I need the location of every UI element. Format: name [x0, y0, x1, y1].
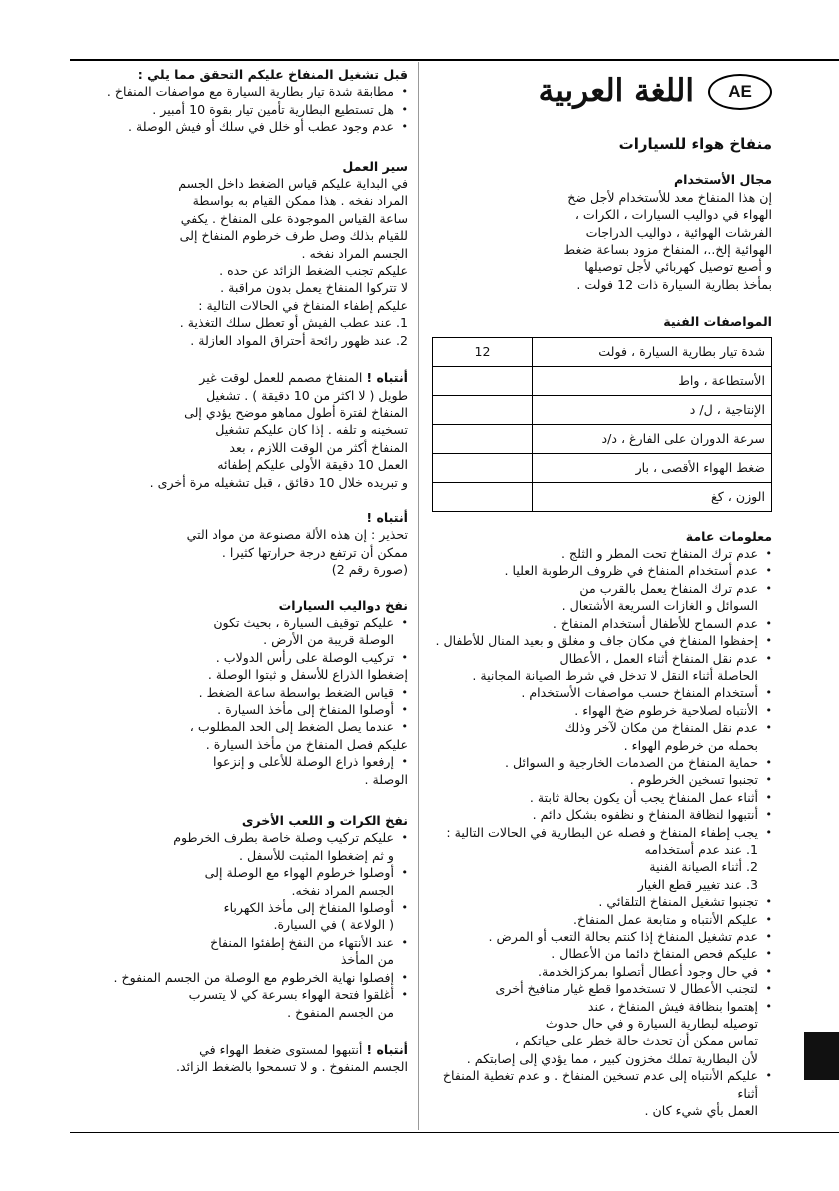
usage-line: و أصبع توصيل كهربائي لأجل توصيلها [584, 259, 772, 275]
list-item: • الأنتباه لصلاحية خرطوم ضخ الهواء . [432, 702, 772, 719]
list-item: • لتجنب الأعطال لا تستخدموا قطع غيار منافيخ أخرى [432, 980, 772, 997]
spec-value: 12 [433, 337, 533, 366]
left-column [70, 66, 408, 1076]
list-item: • إحفظوا المنفاخ في مكان جاف و مغلق و بعيد المنال للأطفال . [432, 632, 772, 649]
general-list [432, 545, 772, 1119]
attention-block-3: أنتباه ! أنتبهوا لمستوى ضغط الهواء في الجسم المنفوخ . و لا تسمحوا بالضغط الزائد. [176, 1041, 408, 1075]
usage-heading: مجال الأستخدام [673, 172, 772, 188]
list-item: • مطابقة شدة تيار بطارية السيارة مع مواصفات المنفاخ . [70, 83, 408, 100]
list-item: • عندما يصل الضغط إلى الحد المطلوب ، عليكم فصل المنفاخ من مأخذ السيارة . [70, 718, 408, 753]
spec-value [433, 395, 533, 424]
list-item: • عند الأنتهاء من النفخ إطفئوا المنفاخ من المأخذ [70, 934, 408, 969]
spec-label: الإنتاجية ، ل/ د [533, 395, 772, 424]
spec-label: الوزن ، كغ [533, 482, 772, 511]
list-item: • عدم وجود عطب أو خلل في سلك أو فيش الوصلة . [70, 118, 408, 135]
list-item: • تركيب الوصلة على رأس الدولاب . إضغطوا الذراع للأسفل و ثبتوا الوصلة . [70, 649, 408, 684]
list-item: 1. عند عدم أستخدامه [644, 841, 758, 857]
spec-value [433, 453, 533, 482]
list-item: • حماية المنفاخ من الصدمات الخارجية و السوائل . [432, 754, 772, 771]
title-row [432, 70, 772, 114]
language-title: اللغة العربية [538, 73, 694, 110]
spec-label: ضغط الهواء الأقصى ، بار [533, 453, 772, 482]
spec-value [433, 366, 533, 395]
before-use-heading: قبل تشغيل المنفاخ عليكم التحقق مما يلي : [137, 67, 408, 82]
list-item: • يجب إطفاء المنفاخ و فصله عن البطارية في الحالات التالية : [432, 824, 772, 841]
list-item: • عليكم الأنتباه و متابعة عمل المنفاخ. [432, 911, 772, 928]
list-item: • عدم نقل المنفاخ من مكان لآخر وذلك بحمله من خرطوم الهواء . [432, 719, 772, 754]
list-item: • عدم ترك المنفاخ يعمل بالقرب من السوائل و الغازات السريعة الأشتعال . [432, 580, 772, 615]
specs-table [432, 337, 772, 512]
general-heading: معلومات عامة [685, 528, 772, 544]
list-item: • عليكم فحص المنفاخ دائما من الأعطال . [432, 945, 772, 962]
list-item: • عليكم تركيب وصلة خاصة بطرف الخرطوم و ثم إضغطوا المثبت للأسفل . [70, 829, 408, 864]
list-item: • في حال وجود أعطال أتصلوا بمركزالخدمة. [432, 963, 772, 980]
balls-list [70, 829, 408, 1020]
spec-label: سرعة الدوران على الفارغ ، د/د [533, 424, 772, 453]
before-use-list [70, 83, 408, 135]
tires-heading: نفخ دواليب السيارات [278, 597, 408, 613]
list-item: 2. أثناء الصيانة الفنية [649, 859, 758, 875]
top-rule [70, 59, 839, 61]
language-badge: AE [708, 74, 772, 110]
operation-heading: سير العمل [342, 158, 408, 174]
list-item: • أثناء عمل المنفاخ يجب أن يكون بحالة ثابتة . [432, 789, 772, 806]
table-row [433, 453, 772, 482]
attention-block-2: أنتباه ! تحذير : إن هذه الألة مصنوعة من مواد التي ممكن أن ترتفع درجة حرارتها كثيرا . (صورة رقم 2) [70, 509, 408, 579]
list-item: • قياس الضغط بواسطة ساعة الضغط . [70, 684, 408, 701]
list-item: • عليكم الأنتباه إلى عدم تسخين المنفاخ . و عدم تغطية المنفاخ أثناء العمل بأي شيء كان . [432, 1067, 772, 1119]
attention-label: أنتباه ! [366, 370, 408, 386]
column-separator [418, 62, 419, 1130]
specs-heading: المواصفات الفنية [663, 314, 772, 330]
balls-heading: نفخ الكرات و اللعب الأخرى [241, 813, 408, 829]
tires-list [70, 614, 408, 788]
usage-line: بمأخذ بطارية السيارة ذات 12 فولت . [576, 276, 772, 292]
bottom-rule [70, 1132, 839, 1133]
list-item: • أستخدام المنفاخ حسب مواصفات الأستخدام . [432, 684, 772, 701]
list-item: • تجنبوا تشغيل المنفاخ التلقائي . [432, 893, 772, 910]
usage-text [432, 189, 772, 293]
spec-label: شدة تيار بطارية السيارة ، فولت [533, 337, 772, 366]
spec-label: الأستطاعة ، واط [533, 366, 772, 395]
list-item: • تجنبوا تسخين الخرطوم . [432, 771, 772, 788]
attention-block-1: أنتباه ! المنفاخ مصمم للعمل لوقت غير طويل ( لا اكثر من 10 دقيقة ) . تشغيل المنفاخ لفترة أطول مماهو موضح يؤدي إلى تسخينه و تلفه . إذا كان عليكم تشغيل المنفاخ أكثر من الوقت اللازم ، بعد العمل 10 دقيقة الأولى عليكم إطفائه و تبريده خلال 10 دقائق ، قبل تشغيله مرة أخرى . [149, 370, 408, 490]
product-title: منفاخ هواء للسيارات [618, 135, 772, 153]
list-item: • عدم السماح للأطفال أستخدام المنفاخ . [432, 615, 772, 632]
list-item: • أوصلوا المنفاخ إلى مأخذ السيارة . [70, 701, 408, 718]
list-item: • إهتموا بنظافة فيش المنفاخ ، عند توصيله لبطارية السيارة و في حال حدوث تماس ممكن أن تحدث حالة خطر على حياتكم ، لأن البطارية تملك مخزون كبير ، مما يؤدي إلى إصابتكم . [432, 998, 772, 1068]
list-item: 3. عند تغيير قطع الغيار [637, 876, 758, 892]
list-item: • عدم نقل المنفاخ أثناء العمل ، الأعطال الحاصلة أثناء النقل لا تدخل في شرط الصيانة المجانية . [432, 650, 772, 685]
table-row [433, 337, 772, 366]
list-item: • عدم تشغيل المنفاخ إذا كنتم بحالة التعب أو المرض . [432, 928, 772, 945]
table-row [433, 424, 772, 453]
list-item: • إرفعوا ذراع الوصلة للأعلى و إنزعوا الوصلة . [70, 753, 408, 788]
usage-line: إن هذا المنفاخ معد للأستخدام لأجل ضخ [567, 189, 772, 205]
attention-label: أنتباه ! [366, 509, 408, 525]
list-item: • عليكم توقيف السيارة ، بحيث تكون الوصلة قريبة من الأرض . [70, 614, 408, 649]
list-item: • أنتبهوا لنظافة المنفاخ و نظفوه بشكل دائم . [432, 806, 772, 823]
list-item: • أوصلوا خرطوم الهواء مع الوصلة إلى الجسم المراد نفخه. [70, 864, 408, 899]
table-row [433, 395, 772, 424]
list-item: • عدم ترك المنفاخ تحت المطر و الثلج . [432, 545, 772, 562]
list-item: • إفصلوا نهاية الخرطوم مع الوصلة من الجسم المنفوخ . [70, 969, 408, 986]
right-column [432, 66, 772, 1119]
operation-text: في البداية عليكم قياس الضغط داخل الجسم المراد نفخه . هذا ممكن القيام به بواسطة ساعة القياس الموجودة على المنفاخ . يكفي للقيام بذلك وصل طرف خرطوم المنفاخ إلى الجسم المراد نفخه . عليكم تجنب الضغط الزائد عن حده . لا تتركوا المنفاخ يعمل بدون مراقبة . عليكم إطفاء المنفاخ في الحالات التالية : 1. عند عطب الفيش أو تعطل سلك التغذية . 2. عند ظهور رائحة أحتراق المواد العازلة . [178, 176, 408, 348]
usage-line: الهواء في دواليب السيارات ، الكرات ، [574, 207, 772, 223]
table-row [433, 482, 772, 511]
list-item: • عدم أستخدام المنفاخ في ظروف الرطوبة العليا . [432, 562, 772, 579]
attention-label: أنتباه ! [366, 1041, 408, 1057]
table-row [433, 366, 772, 395]
list-item: • أوصلوا المنفاخ إلى مأخذ الكهرباء ( الولاعة ) في السيارة. [70, 899, 408, 934]
spec-value [433, 424, 533, 453]
list-item: • أغلقوا فتحة الهواء بسرعة كي لا يتسرب من الجسم المنفوخ . [70, 986, 408, 1021]
spec-value [433, 482, 533, 511]
list-item: • هل تستطيع البطارية تأمين تيار بقوة 10 أمبير . [70, 101, 408, 118]
language-tab-marker [804, 1032, 839, 1080]
usage-line: الفرشات الهوائية ، دواليب الدراجات [585, 224, 772, 240]
usage-line: الهوائية إلخ..، المنفاخ مزود بساعة ضغط [563, 242, 772, 258]
